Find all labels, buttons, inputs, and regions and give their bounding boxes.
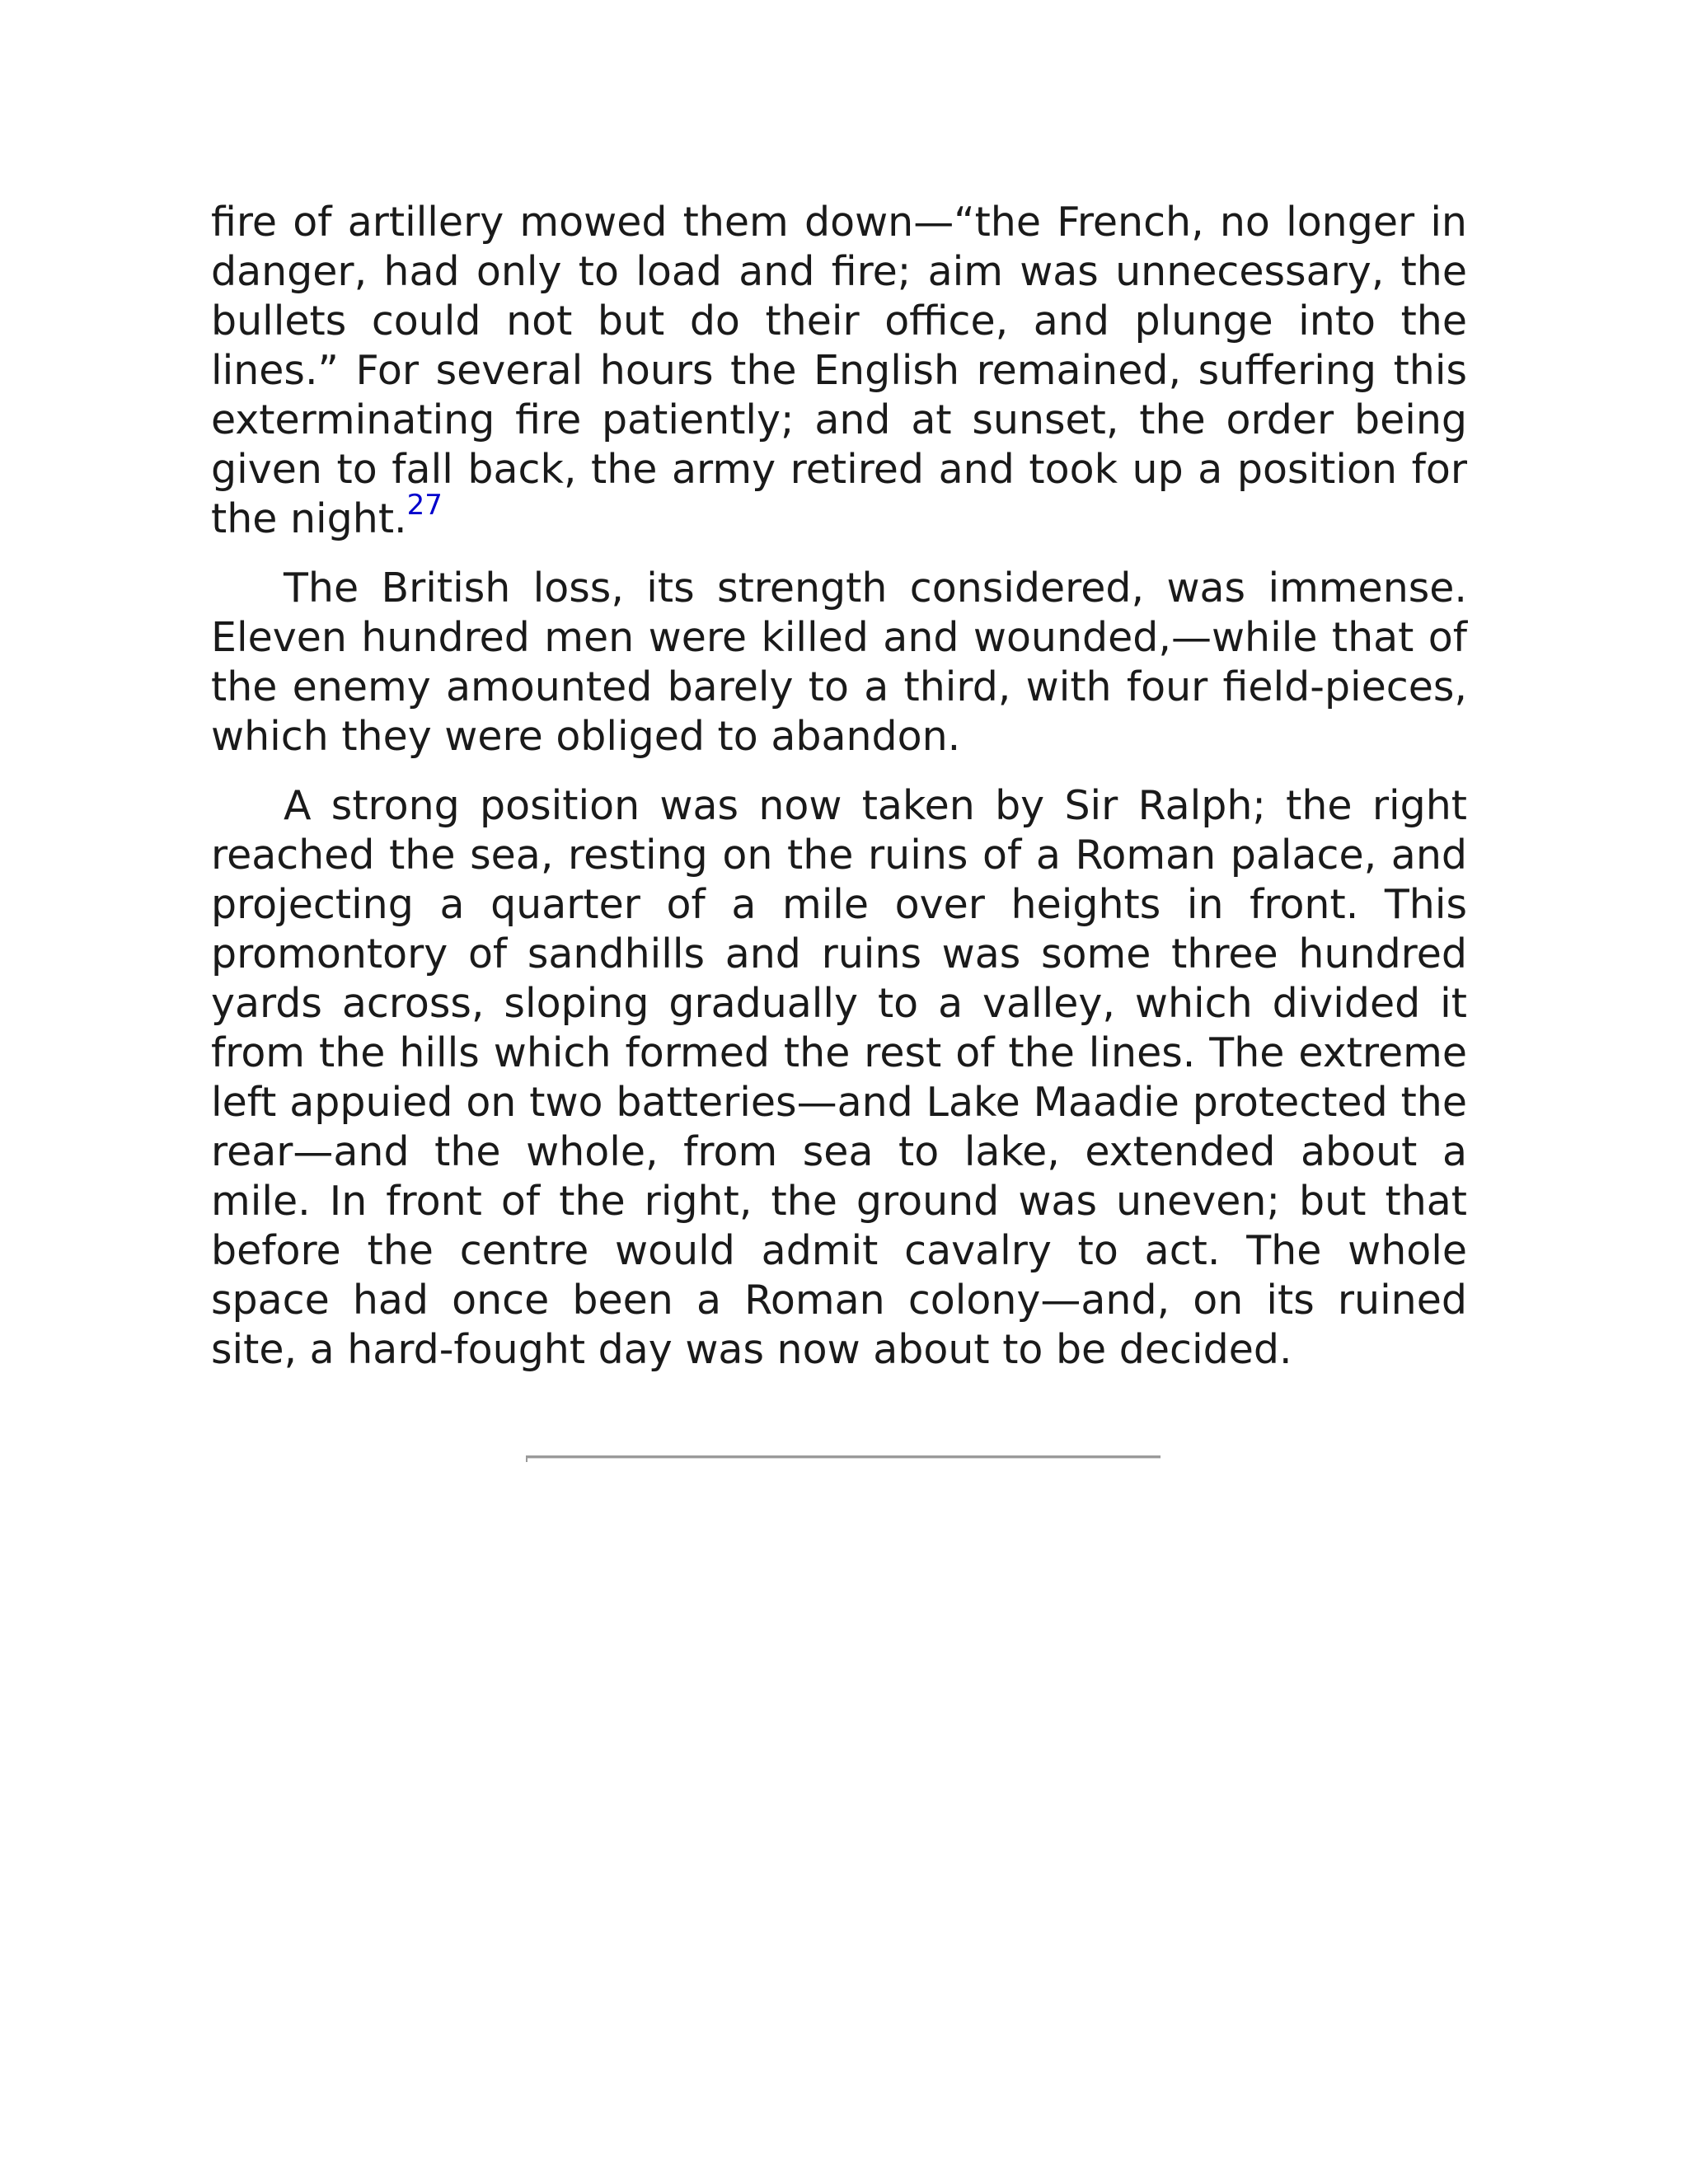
paragraph-1	[211, 198, 1467, 544]
paragraph-1-text: fire of artillery mowed them down—“the French, no longer in danger, had only to load and fire; aim was unnecessary, the bullets could not but do their office, and plunge into the lines.” For several hours the English remained, suffering this exterminating fire patiently; and at sunset, the order being given to fall back, the army retired and took up a position for the night.	[211, 199, 1467, 542]
footnote-ref-link[interactable]: 27	[406, 489, 443, 522]
section-divider-rule	[526, 1455, 1160, 1459]
paragraph-2: The British loss, its strength considered, was immense. Eleven hundred men were killed and wounded,—while that of the enemy amounted barely to a third, with four field-pieces, which they were obliged to abandon.	[211, 565, 1467, 760]
paragraph-3: A strong position was now taken by Sir Ralph; the right reached the sea, resting on the ruins of a Roman palace, and projecting a quarter of a mile over heights in front. This promontory of sandhills and ruins was some three hundred yards across, sloping gradually to a valley, which divided it from the hills which formed the rest of the lines. The extreme left appuied on two batteries—and Lake Maadie protected the rear—and the whole, from sea to lake, extended about a mile. In front of the right, the ground was uneven; but that before the centre would admit cavalry to act. The whole space had once been a Roman colony—and, on its ruined site, a hard-fought day was now about to be decided.	[211, 782, 1467, 1373]
page-body	[211, 198, 1467, 1394]
